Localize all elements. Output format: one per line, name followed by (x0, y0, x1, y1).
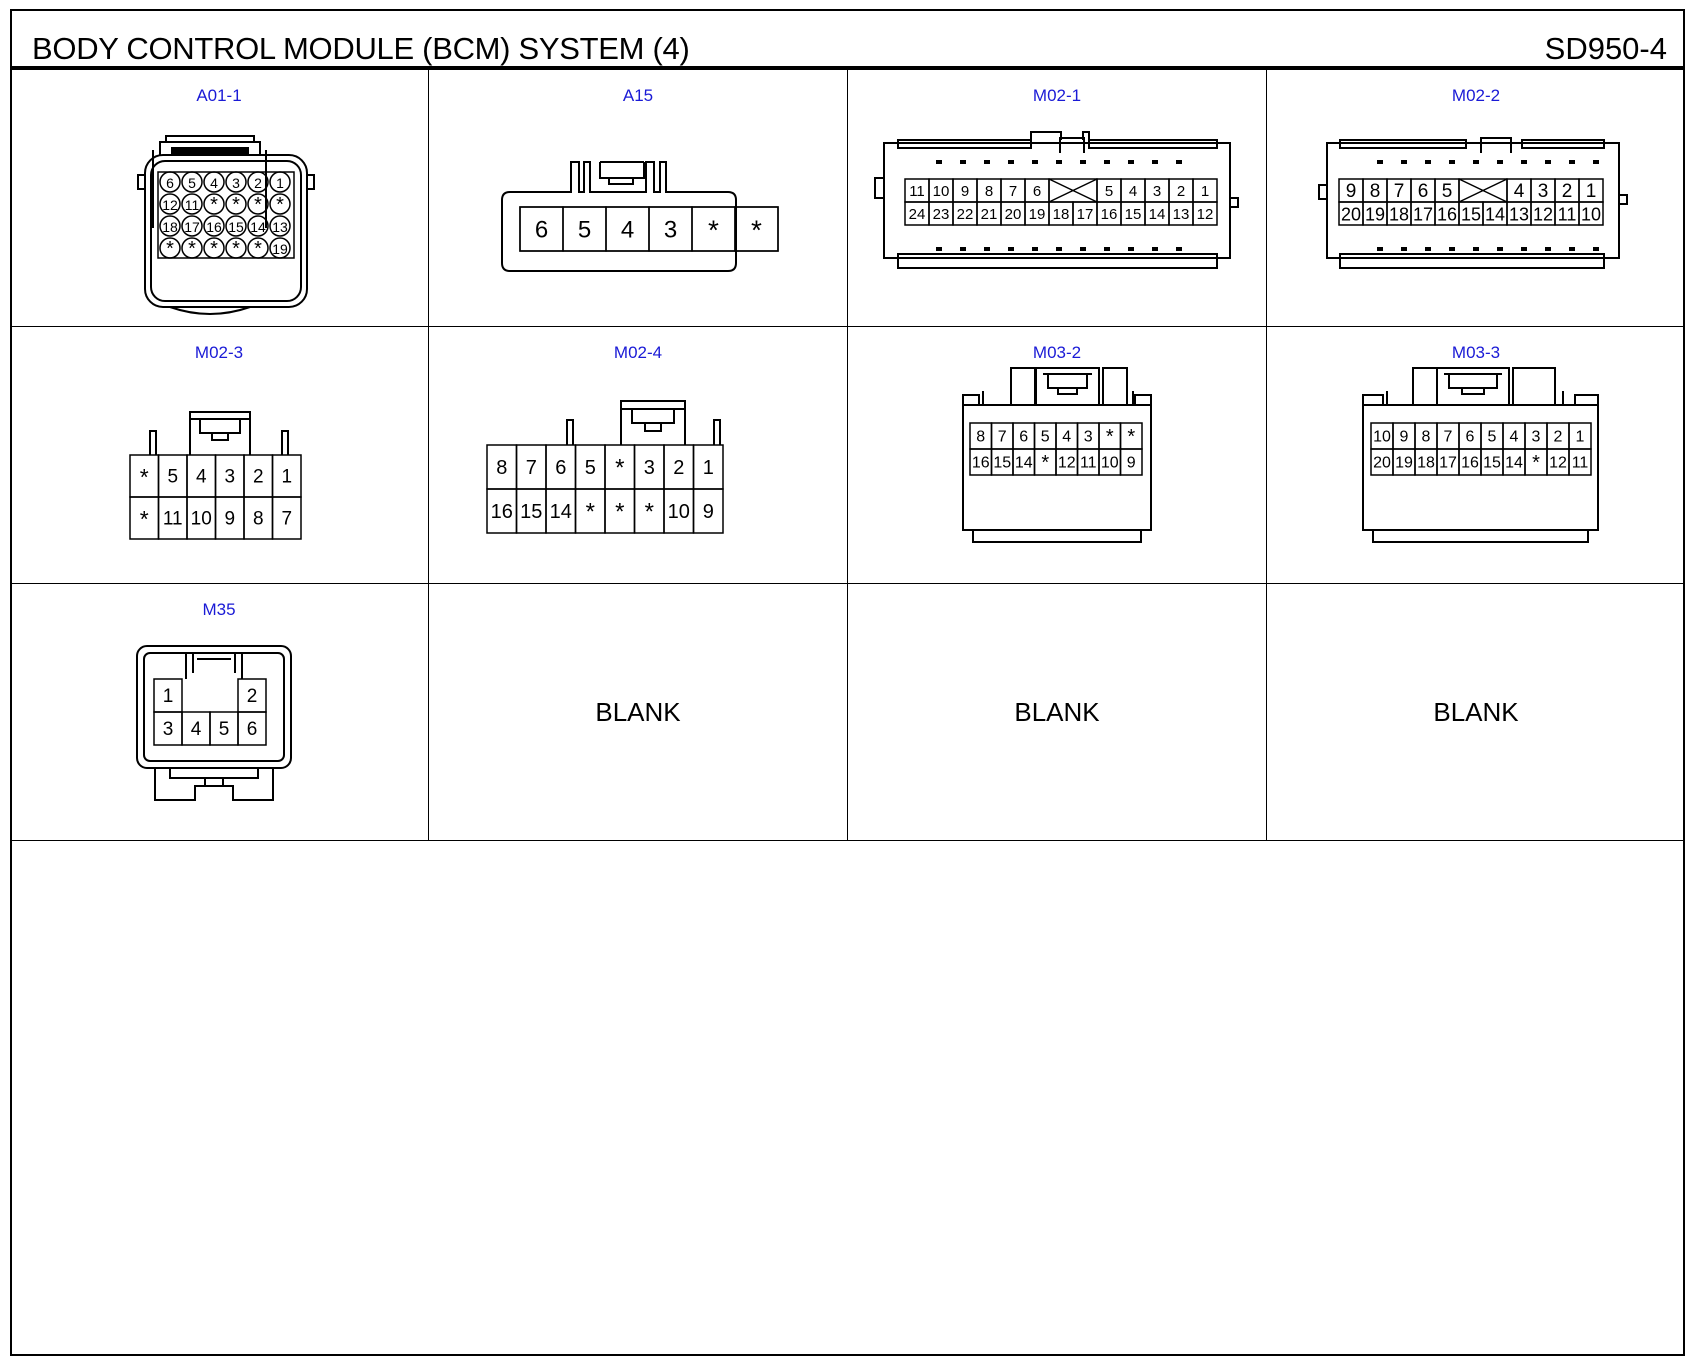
pin-number-17: 17 (1412, 204, 1434, 225)
pin-number-9: 9 (1126, 454, 1136, 472)
a15-pin-array (520, 207, 778, 251)
unused-pin-mark: * (188, 238, 196, 260)
latch-tick (1449, 247, 1455, 251)
pin-number-2: 2 (673, 457, 685, 479)
m03-3-pin-array (1371, 423, 1591, 475)
pin-number-10: 10 (1373, 428, 1391, 446)
connector-label: A01-1 (196, 86, 242, 105)
pin-number-5: 5 (167, 466, 179, 488)
pin-number-4: 4 (195, 466, 207, 488)
pin-number-23: 23 (932, 206, 950, 223)
connector-a01-1-diagram (10, 70, 429, 327)
blank-cell-3 (1267, 584, 1685, 841)
pin-number-14: 14 (549, 501, 572, 523)
page-code: SD950-4 (1544, 31, 1667, 66)
unused-pin-mark: * (254, 194, 262, 216)
latch-tick (1521, 247, 1527, 251)
pin-number-7: 7 (281, 508, 293, 530)
pin-number-12: 12 (1057, 454, 1076, 472)
pin-number-5: 5 (1104, 183, 1114, 200)
pin-number-7: 7 (997, 428, 1007, 446)
page-title: BODY CONTROL MODULE (BCM) SYSTEM (4) (32, 31, 690, 66)
pin-number-15: 15 (1483, 454, 1501, 472)
latch-tick (1056, 160, 1062, 164)
pin-number-3: 3 (1083, 428, 1093, 446)
pin-number-1: 1 (162, 686, 174, 707)
pin-number-7: 7 (1008, 183, 1018, 200)
pin-number-2: 2 (252, 466, 264, 488)
unused-pin-mark: * (615, 498, 625, 526)
pin-number-10: 10 (1100, 454, 1119, 472)
pin-number-4: 4 (190, 719, 202, 740)
latch-tick (1056, 247, 1062, 251)
pin-number-15: 15 (1460, 204, 1482, 225)
unused-pin-mark: * (210, 194, 218, 216)
unused-pin-mark: * (708, 214, 719, 246)
pin-number-5: 5 (577, 216, 592, 244)
unused-pin-mark: * (1532, 452, 1540, 474)
pin-number-3: 3 (1537, 181, 1549, 202)
pin-number-8: 8 (496, 457, 508, 479)
pin-number-1: 1 (1575, 428, 1585, 446)
connector-label: M03-2 (1032, 343, 1082, 362)
unused-pin-mark: * (644, 498, 654, 526)
unused-pin-mark: * (139, 464, 149, 490)
latch-tick (1593, 160, 1599, 164)
pin-number-19: 19 (272, 241, 288, 257)
pin-number-17: 17 (1076, 206, 1094, 223)
pin-number-16: 16 (971, 454, 990, 472)
latch-tick (1032, 247, 1038, 251)
pin-number-11: 11 (1557, 204, 1577, 225)
pin-number-9: 9 (1399, 428, 1409, 446)
latch-tick (1104, 160, 1110, 164)
unused-pin-mark: * (232, 238, 240, 260)
latch-tick (1545, 160, 1551, 164)
latch-tick (1569, 247, 1575, 251)
latch-tick (1152, 247, 1158, 251)
latch-tick (1080, 160, 1086, 164)
pin-number-8: 8 (252, 508, 264, 530)
pin-number-4: 4 (210, 175, 218, 191)
pin-number-6: 6 (1417, 181, 1429, 202)
latch-tick (1401, 160, 1407, 164)
connector-m02-4-diagram (429, 327, 848, 584)
pin-number-5: 5 (1040, 428, 1050, 446)
unused-pin-mark: * (166, 238, 174, 260)
latch-tick (1449, 160, 1455, 164)
pin-number-4: 4 (1128, 183, 1138, 200)
pin-number-13: 13 (272, 219, 288, 235)
unused-pin-mark: * (1127, 426, 1136, 448)
pin-number-20: 20 (1373, 454, 1391, 472)
pin-number-14: 14 (250, 219, 266, 235)
pin-number-5: 5 (584, 457, 596, 479)
pin-number-10: 10 (932, 183, 950, 200)
connector-cell-a01-1 (10, 70, 429, 327)
latch-tick (984, 247, 990, 251)
pin-number-3: 3 (162, 719, 174, 740)
pin-number-22: 22 (956, 206, 974, 223)
pin-number-6: 6 (1032, 183, 1042, 200)
latch-tick (1473, 247, 1479, 251)
m02-4-pin-array (487, 445, 723, 533)
latch-tick (960, 247, 966, 251)
unused-pin-mark: * (210, 238, 218, 260)
connector-m03-2-diagram (848, 327, 1267, 584)
connector-cell-m03-2 (848, 327, 1267, 584)
pin-number-6: 6 (1465, 428, 1475, 446)
pin-number-3: 3 (224, 466, 236, 488)
page-header (10, 9, 1685, 69)
latch-tick (1152, 160, 1158, 164)
pin-number-19: 19 (1028, 206, 1046, 223)
latch-tick (1377, 247, 1383, 251)
connector-cell-m02-4 (429, 327, 848, 584)
connector-cell-a15 (429, 70, 848, 327)
pin-number-2: 2 (254, 175, 262, 191)
pin-number-8: 8 (984, 183, 994, 200)
pin-number-4: 4 (1513, 181, 1525, 202)
latch-tick (1104, 247, 1110, 251)
blank-cell-1 (429, 584, 848, 841)
latch-tick (1497, 160, 1503, 164)
blank-label: BLANK (1014, 696, 1100, 727)
connector-label: M02-4 (613, 343, 663, 362)
pin-number-3: 3 (643, 457, 655, 479)
pin-number-3: 3 (1531, 428, 1541, 446)
connector-grid (10, 70, 1685, 842)
m02-1-pin-array (905, 179, 1217, 225)
latch-tick (936, 160, 942, 164)
connector-cell-m02-2 (1267, 70, 1685, 327)
m02-3-pin-array (130, 455, 301, 539)
pin-number-3: 3 (232, 175, 240, 191)
unused-pin-mark: * (1041, 452, 1050, 474)
pin-number-15: 15 (228, 219, 244, 235)
latch-tick (1176, 160, 1182, 164)
pin-number-16: 16 (490, 501, 513, 523)
pin-number-11: 11 (909, 183, 925, 200)
pin-number-9: 9 (702, 501, 714, 523)
connector-m02-3-diagram (10, 327, 429, 584)
pin-number-14: 14 (1484, 204, 1506, 225)
pin-number-1: 1 (1200, 183, 1210, 200)
pin-number-9: 9 (1345, 181, 1357, 202)
pin-number-5: 5 (1487, 428, 1497, 446)
connector-m02-2-diagram (1267, 70, 1685, 327)
pin-number-12: 12 (1196, 206, 1214, 223)
connector-cell-m02-1 (848, 70, 1267, 327)
connector-cell-m03-3 (1267, 327, 1685, 584)
connector-label: A15 (622, 86, 654, 105)
latch-tick (1425, 160, 1431, 164)
pin-number-21: 21 (980, 206, 998, 223)
latch-tick (1128, 160, 1134, 164)
connector-label: M35 (202, 600, 236, 619)
pin-number-18: 18 (1388, 204, 1410, 225)
latch-tick (1008, 160, 1014, 164)
pin-number-8: 8 (1421, 428, 1431, 446)
blank-label: BLANK (1433, 696, 1519, 727)
unused-pin-mark: * (276, 194, 284, 216)
pin-number-7: 7 (525, 457, 537, 479)
latch-tick (1176, 247, 1182, 251)
pin-number-13: 13 (1508, 204, 1530, 225)
latch-tick (1473, 160, 1479, 164)
pin-number-6: 6 (534, 216, 549, 244)
m35-pin-array (154, 679, 266, 745)
pin-number-3: 3 (1152, 183, 1162, 200)
blank-label: BLANK (595, 696, 681, 727)
unused-pin-mark: * (1105, 426, 1114, 448)
connector-label: M02-2 (1451, 86, 1501, 105)
latch-tick (960, 160, 966, 164)
pin-number-5: 5 (1441, 181, 1453, 202)
pin-number-10: 10 (667, 501, 690, 523)
connector-label: M03-3 (1451, 343, 1501, 362)
latch-tick (984, 160, 990, 164)
pin-number-8: 8 (976, 428, 986, 446)
pin-number-2: 2 (1561, 181, 1573, 202)
pin-number-1: 1 (702, 457, 714, 479)
pin-number-9: 9 (960, 183, 970, 200)
pin-number-5: 5 (188, 175, 196, 191)
blank-cell-2 (848, 584, 1267, 841)
pin-number-7: 7 (1393, 181, 1405, 202)
pin-number-6: 6 (1019, 428, 1029, 446)
pin-number-3: 3 (663, 216, 678, 244)
pin-number-10: 10 (1580, 204, 1602, 225)
connector-cell-m35 (10, 584, 429, 841)
pin-number-16: 16 (1461, 454, 1479, 472)
a01-1-pin-array (158, 172, 294, 260)
pin-number-8: 8 (1369, 181, 1381, 202)
latch-tick (1569, 160, 1575, 164)
pin-number-16: 16 (1436, 204, 1458, 225)
m02-2-pin-array (1339, 179, 1603, 225)
connector-cell-m02-3 (10, 327, 429, 584)
pin-number-11: 11 (162, 508, 183, 530)
pin-number-12: 12 (162, 197, 178, 213)
connector-m35-diagram (10, 584, 429, 841)
m03-2-pin-array (970, 423, 1142, 475)
pin-number-10: 10 (190, 508, 212, 530)
pin-number-11: 11 (184, 197, 200, 213)
pin-number-14: 14 (1505, 454, 1523, 472)
pin-number-6: 6 (246, 719, 258, 740)
pin-number-2: 2 (1176, 183, 1186, 200)
pin-number-18: 18 (1417, 454, 1435, 472)
latch-tick (1008, 247, 1014, 251)
pin-number-15: 15 (520, 501, 543, 523)
pin-number-5: 5 (218, 719, 230, 740)
pin-number-11: 11 (1571, 454, 1589, 472)
pin-number-7: 7 (1443, 428, 1453, 446)
latch-tick (1401, 247, 1407, 251)
latch-tick (1497, 247, 1503, 251)
latch-tick (936, 247, 942, 251)
latch-tick (1128, 247, 1134, 251)
pin-number-20: 20 (1340, 204, 1362, 225)
latch-tick (1425, 247, 1431, 251)
unused-pin-mark: * (139, 506, 149, 532)
pin-number-1: 1 (276, 175, 284, 191)
pin-number-4: 4 (1509, 428, 1519, 446)
pin-number-14: 14 (1014, 454, 1033, 472)
pin-number-17: 17 (1439, 454, 1457, 472)
pin-number-19: 19 (1364, 204, 1386, 225)
pin-number-16: 16 (206, 219, 222, 235)
latch-tick (1593, 247, 1599, 251)
pin-number-12: 12 (1532, 204, 1554, 225)
latch-tick (1545, 247, 1551, 251)
unused-pin-mark: * (751, 214, 762, 246)
pin-number-6: 6 (166, 175, 174, 191)
pin-number-18: 18 (1052, 206, 1070, 223)
pin-number-24: 24 (908, 206, 926, 223)
pin-number-15: 15 (993, 454, 1012, 472)
pin-number-19: 19 (1395, 454, 1413, 472)
pin-number-14: 14 (1148, 206, 1166, 223)
pin-number-20: 20 (1004, 206, 1022, 223)
pin-number-4: 4 (1062, 428, 1072, 446)
unused-pin-mark: * (585, 498, 595, 526)
pin-number-1: 1 (281, 466, 293, 488)
latch-tick (1080, 247, 1086, 251)
connector-label: M02-1 (1032, 86, 1082, 105)
connector-label: M02-3 (194, 343, 244, 362)
latch-tick (1521, 160, 1527, 164)
pin-number-12: 12 (1549, 454, 1567, 472)
connector-a15-diagram (429, 70, 848, 327)
pin-number-11: 11 (1079, 454, 1097, 472)
connector-m02-1-diagram (848, 70, 1267, 327)
pin-number-6: 6 (555, 457, 567, 479)
pin-number-2: 2 (246, 686, 258, 707)
connector-m03-3-diagram (1267, 327, 1685, 584)
unused-pin-mark: * (232, 194, 240, 216)
unused-pin-mark: * (254, 238, 262, 260)
pin-number-1: 1 (1585, 181, 1597, 202)
pin-number-15: 15 (1124, 206, 1142, 223)
pin-number-4: 4 (620, 216, 635, 244)
pin-number-18: 18 (162, 219, 178, 235)
pin-number-9: 9 (224, 508, 236, 530)
pin-number-16: 16 (1100, 206, 1118, 223)
pin-number-13: 13 (1172, 206, 1190, 223)
unused-pin-mark: * (615, 454, 625, 482)
pin-number-17: 17 (184, 219, 200, 235)
latch-tick (1032, 160, 1038, 164)
pin-number-2: 2 (1553, 428, 1563, 446)
latch-tick (1377, 160, 1383, 164)
